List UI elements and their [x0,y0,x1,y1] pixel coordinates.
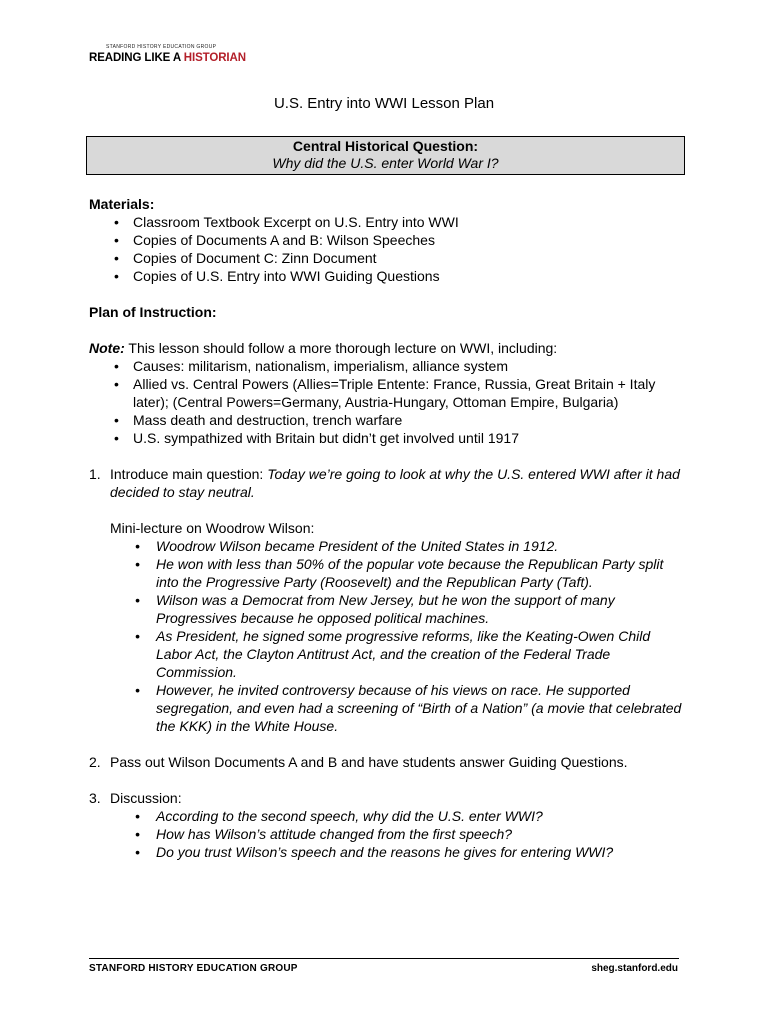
list-item: • Allied vs. Central Powers (Allies=Triple Entente: France, Russia, Great Britain + Italy later); (Central Powers=Germany, Austria-Hungary, Ottoman Empire, Bulgaria) [89,375,689,411]
plan-heading: Plan of Instruction: [89,304,217,320]
step-number: 3. [89,790,101,806]
discussion-list [110,807,689,861]
central-question-heading: Central Historical Question: [292,138,479,154]
list-item: • Do you trust Wilson’s speech and the reasons he gives for entering WWI? [110,843,689,861]
discussion [89,807,689,861]
list-item: • How has Wilson’s attitude changed from the first speech? [110,825,689,843]
central-question-text: Why did the U.S. enter World War I? [272,155,499,171]
step-text: Introduce main question: [110,466,268,482]
list-item: • According to the second speech, why did the U.S. enter WWI? [110,807,689,825]
list-item: • However, he invited controversy because of his views on race. He supported segregation, and even had a screening of “Birth of a Nation” (a movie that celebrated the KKK) in the White House. [110,681,689,735]
step-italic-text: Today we’re going to look at why the U.S. entered WWI after it had decided to stay neutral. [110,466,680,500]
list-item: • He won with less than 50% of the popular vote because the Republican Party split into the Progressive Party (Roosevelt) and the Republican Party (Taft). [110,555,689,591]
step-number: 1. [89,466,101,482]
note-text: This lesson should follow a more thorough lecture on WWI, including: [124,340,558,356]
logo-org-name: STANFORD HISTORY EDUCATION GROUP [106,44,217,50]
step-number: 2. [89,754,101,770]
note-paragraph [89,339,689,357]
logo-wordmark [89,52,246,64]
list-item: • U.S. sympathized with Britain but didn’t get involved until 1917 [89,429,689,447]
list-item: • Classroom Textbook Excerpt on U.S. Entry into WWI [89,213,689,231]
note-list [89,357,689,447]
list-item: • Wilson was a Democrat from New Jersey, but he won the support of many Progressives because he opposed political machines. [110,591,689,627]
mini-lecture [89,519,689,735]
footer-divider [89,958,679,959]
list-item: • As President, he signed some progressive reforms, like the Keating-Owen Child Labor Act, the Clayton Antitrust Act, and the creation of the Federal Trade Commission. [110,627,689,681]
step-3 [89,789,689,807]
note-label: Note: [89,340,125,356]
logo-text-a: READING LIKE A [89,52,184,64]
mini-lecture-heading: Mini-lecture on Woodrow Wilson: [110,520,315,536]
page-title: U.S. Entry into WWI Lesson Plan [273,95,495,112]
list-item: • Copies of Documents A and B: Wilson Speeches [89,231,689,249]
list-item: • Causes: militarism, nationalism, imperialism, alliance system [89,357,689,375]
lesson-body [89,195,689,861]
mini-lecture-list [110,537,689,735]
list-item: • Copies of U.S. Entry into WWI Guiding Questions [89,267,689,285]
central-question-box [86,136,685,175]
materials-list [89,213,689,285]
sheg-logo [89,44,246,70]
list-item: • Copies of Document C: Zinn Document [89,249,689,267]
step-1 [89,465,689,501]
list-item: • Woodrow Wilson became President of the United States in 1912. [110,537,689,555]
materials-heading: Materials: [89,196,155,212]
step-2 [89,753,689,771]
footer-org: STANFORD HISTORY EDUCATION GROUP [89,963,298,974]
step-text: Discussion: [110,790,182,806]
step-text: Pass out Wilson Documents A and B and have students answer Guiding Questions. [110,754,628,770]
footer-url[interactable]: sheg.stanford.edu [591,963,678,974]
logo-text-b: HISTORIAN [183,52,246,64]
list-item: • Mass death and destruction, trench warfare [89,411,689,429]
